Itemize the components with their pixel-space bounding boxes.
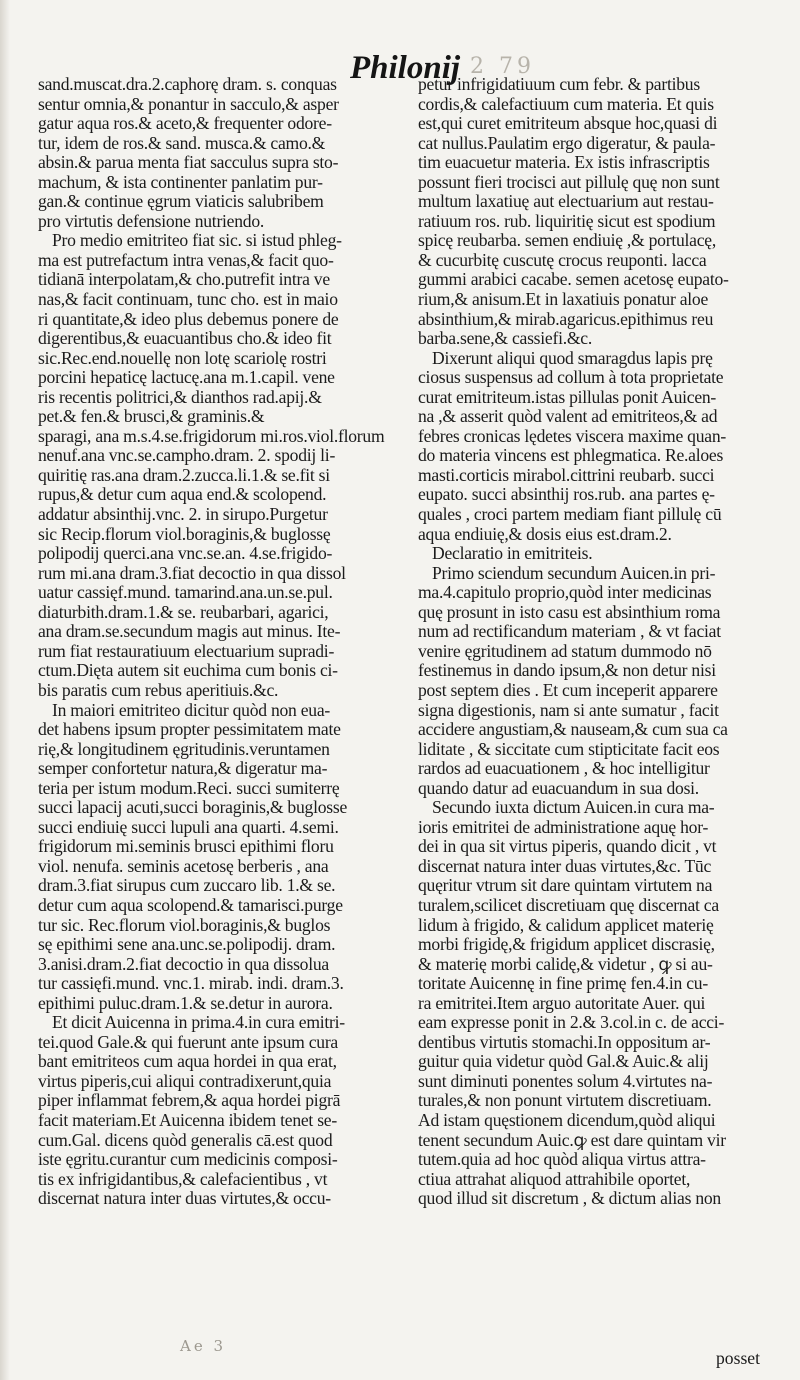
text-line: curat emitriteum.istas pillulas ponit Auicen-: [418, 387, 717, 407]
text-line: ioris emitritei de administratione aquę hor-: [418, 817, 709, 837]
text-line: morbi frigidę,& frigidum applicet discrasię,: [418, 935, 715, 955]
text-line: discernat natura inter duas virtutes,& occu-: [38, 1189, 331, 1209]
text-line: det habens ipsum propter pessimitatem mate: [38, 720, 341, 740]
text-line: & materię morbi calidę,& videtur , ꝙ si au-: [418, 954, 713, 974]
text-line: ra emitritei.Item arguo autoritate Auer. qui: [418, 993, 706, 1013]
text-line: piper inflammat febrem,& aqua hordei pigrā: [38, 1091, 341, 1111]
text-line: Et dicit Auicenna in prima.4.in cura emitri-: [52, 1013, 345, 1033]
text-line: petur infrigidatiuum cum febr. & partibus: [418, 75, 700, 94]
text-line: nas,& facit continuam, tunc cho. est in maio: [38, 290, 338, 310]
text-line: digerentibus,& euacuantibus cho.& ideo fit: [38, 329, 332, 349]
text-line: tim euacuetur materia. Ex istis infrascriptis: [418, 153, 710, 173]
text-line: polipodij querci.ana vnc.se.an. 4.se.frigido-: [38, 544, 333, 564]
faint-page-mark: 2 79: [470, 54, 535, 79]
text-line: succi endiuię succi lupuli ana quarti. 4.semi.: [38, 817, 339, 837]
text-line: 3.anisi.dram.2.fiat decoctio in qua dissolua: [38, 954, 329, 974]
text-line: rupus,& detur cum aqua end.& scolopend.: [38, 485, 327, 505]
text-line: do materia vincens est phlegmatica. Re.aloes: [418, 446, 724, 466]
text-line: ana dram.se.secundum magis aut minus. Ite-: [38, 622, 341, 642]
text-line: & cucurbitę cuscutę crocus reuponti. lacca: [418, 250, 707, 270]
text-line: cat nullus.Paulatim ergo digeratur, & paula-: [418, 133, 716, 153]
text-line: eupato. succi absinthij ros.rub. ana partes ę-: [418, 485, 715, 505]
text-line: diaturbith.dram.1.& se. reubarbari, agarici,: [38, 602, 329, 622]
text-line: quiritię ras.ana dram.2.zucca.li.1.& se.fit si: [38, 465, 330, 485]
text-line: Primo sciendum secundum Auicen.in pri-: [432, 563, 716, 583]
text-line: sic.Rec.end.nouellę non lotę scariolę rostri: [38, 348, 327, 368]
text-line: rum fiat restauratiuum electuarium supradi-: [38, 641, 335, 661]
text-line: ratiuum ros. rub. liquiritię sicut est spodium: [418, 211, 716, 231]
text-line: pet.& fen.& brusci,& graminis.&: [38, 407, 265, 427]
text-line: num ad rectificandum materiam , & vt faciat: [418, 622, 721, 642]
text-line: Dixerunt aliqui quod smaragdus lapis prę: [432, 348, 713, 368]
text-line: bis paratis cum rebus aperitiuis.&c.: [38, 680, 279, 700]
text-line: dei in qua sit virtus piperis, quando dicit , vt: [418, 837, 717, 857]
text-line: gatur aqua ros.& aceto,& frequenter odore-: [38, 114, 332, 134]
text-line: Secundo iuxta dictum Auicen.in cura ma-: [432, 798, 715, 818]
text-line: gummi arabici cacabe. semen acetosę eupato-: [418, 270, 729, 290]
text-line: festinemus in dando ipsum,& non detur nisi: [418, 661, 716, 681]
text-line: semper confortetur natura,& digeratur ma-: [38, 759, 328, 779]
text-line: sic Recip.florum viol.boraginis,& buglossę: [38, 524, 331, 544]
text-line: teria per istum modum.Reci. succi sumiterrę: [38, 778, 340, 798]
text-line: quę prosunt in isto casu est absinthium roma: [418, 602, 721, 622]
text-line: eam expresse ponit in 2.& 3.col.in c. de acci-: [418, 1013, 725, 1033]
text-line: sunt diminuti ponentes solum 4.virtutes na-: [418, 1071, 713, 1091]
page-edge-shadow: [0, 0, 10, 1380]
text-line: sę epithimi sene ana.unc.se.polipodij. dram.: [38, 935, 336, 955]
text-line: rium,& anisum.Et in laxatiuis ponatur aloe: [418, 290, 709, 310]
text-line: rardos ad euacuationem , & hoc intelligitur: [418, 759, 710, 779]
text-line: tur cassięfi.mund. vnc.1. mirab. indi. dram.3.: [38, 974, 344, 994]
text-line: spicę reubarba. semen endiuię ,& portulacę,: [418, 231, 716, 251]
left-text-column: [38, 75, 398, 1209]
text-line: absin.& parua menta fiat sacculus supra sto-: [38, 153, 339, 173]
text-line: na ,& asserit quòd valent ad emitriteos,& ad: [418, 407, 718, 427]
text-line: guitur quia videtur quòd Gal.& Auic.& alij: [418, 1052, 709, 1072]
text-line: sentur omnia,& ponantur in sacculo,& asper: [38, 94, 339, 114]
text-line: tur, idem de ros.& sand. musca.& camo.&: [38, 133, 326, 153]
text-line: ris recentis politrici,& dianthos rad.apij.&: [38, 387, 322, 407]
text-line: febres cronicas lędetes viscera maxime quan-: [418, 426, 726, 446]
text-line: signa digestionis, nam si ante sumatur , facit: [418, 700, 719, 720]
text-line: aqua endiuię,& dosis eius est.dram.2.: [418, 524, 672, 544]
text-line: ctiua attrahat aliquod attrahibile oportet,: [418, 1169, 691, 1189]
text-line: absinthium,& mirab.agaricus.epithimus reu: [418, 309, 714, 329]
text-line: frigidorum mi.seminis brusci epithimi floru: [38, 837, 334, 857]
text-line: addatur absinthij.vnc. 2. in sirupo.Purgetur: [38, 505, 328, 525]
right-text-column: [418, 75, 768, 1209]
text-line: epithimi puluc.dram.1.& se.detur in aurora.: [38, 993, 333, 1013]
text-line: tutem.quia ad hoc quòd aliqua virtus attra-: [418, 1150, 706, 1170]
text-line: accidere angustiam,& nauseam,& cum sua ca: [418, 720, 728, 740]
text-line: succi lapacij acuti,succi boraginis,& buglosse: [38, 798, 348, 818]
text-line: iste ęgritu.curantur cum medicinis composi-: [38, 1150, 338, 1170]
text-line: Ad istam quęstionem dicendum,quòd aliqui: [418, 1110, 716, 1130]
text-line: Pro medio emitriteo fiat sic. si istud phleg-: [52, 231, 342, 251]
text-line: dram.3.fiat sirupus cum zuccaro lib. 1.& se.: [38, 876, 336, 896]
text-line: tidianā interpolatam,& cho.putrefit intra ve: [38, 270, 330, 290]
text-line: detur cum aqua scolopend.& tamarisci.purge: [38, 895, 343, 915]
text-line: multum laxatiuę aut electuarium aut restau-: [418, 192, 714, 212]
text-line: turalem,scilicet discretiuam quę discernat ca: [418, 895, 719, 915]
text-line: Declaratio in emitriteis.: [432, 544, 593, 564]
text-line: machum, & ista continenter panlatim pur-: [38, 172, 323, 192]
text-line: pro virtutis defensione nutriendo.: [38, 211, 265, 231]
text-line: viol. nenufa. seminis acetosę berberis , ana: [38, 856, 329, 876]
text-line: quęritur vtrum sit dare quintam virtutem na: [418, 876, 713, 896]
text-line: ma.4.capitulo proprio,quòd inter medicinas: [418, 583, 712, 603]
text-line: sand.muscat.dra.2.caphorę dram. s. conquas: [38, 75, 337, 94]
text-line: quod illud sit discretum , & dictum alias non: [418, 1189, 721, 1209]
text-line: cum.Gal. dicens quòd generalis cā.est quod: [38, 1130, 333, 1150]
text-line: facit materiam.Et Auicenna ibidem tenet se-: [38, 1110, 337, 1130]
text-line: ciosus suspensus ad collum à tota proprietate: [418, 368, 724, 388]
text-line: quales , croci partem mediam fiant pillulę cū: [418, 505, 722, 525]
text-line: tis ex infrigidantibus,& calefacientibus , vt: [38, 1169, 328, 1189]
text-line: lidum à frigido, & calidum applicet materię: [418, 915, 714, 935]
text-line: rum mi.ana dram.3.fiat decoctio in qua dissol: [38, 563, 346, 583]
text-line: rię,& longitudinem ęgritudinis.veruntamen: [38, 739, 330, 759]
text-line: virtus piperis,cui aliqui contradixerunt,quia: [38, 1071, 332, 1091]
text-line: sparagi, ana m.s.4.se.frigidorum mi.ros.viol.florum: [38, 426, 385, 446]
text-line: barba.sene,& cassiefi.&c.: [418, 329, 593, 349]
text-line: est,qui curet emitriteum absque hoc,quasi di: [418, 114, 718, 134]
catchword: posset: [716, 1348, 760, 1368]
text-line: toritate Auicennę in fine primę fen.4.in cu-: [418, 974, 708, 994]
text-line: nenuf.ana vnc.se.campho.dram. 2. spodij li-: [38, 446, 336, 466]
text-line: ma est putrefactum intra venas,& facit quo-: [38, 250, 334, 270]
text-line: tur sic. Rec.florum viol.boraginis,& buglos: [38, 915, 331, 935]
text-line: tenent secundum Auic.ꝙ est dare quintam vir: [418, 1130, 726, 1150]
text-line: gan.& continue ęgrum viaticis salubribem: [38, 192, 324, 212]
text-line: discernat natura inter duas virtutes,&c. Tūc: [418, 856, 712, 876]
text-line: liditate , & siccitate cum stipticitate facit eos: [418, 739, 720, 759]
text-line: masti.corticis mirabol.cittrini reubarb. succi: [418, 465, 715, 485]
text-line: turales,& non ponunt virtutem discretiuam.: [418, 1091, 712, 1111]
faint-signature-mark: Ae 3: [180, 1337, 227, 1355]
text-line: ri quantitate,& ideo plus debemus ponere de: [38, 309, 339, 329]
text-line: possunt fieri trocisci aut pillulę quę non sunt: [418, 172, 720, 192]
text-line: venire ęgritudinem ad statum dummodo nō: [418, 641, 712, 661]
text-line: In maiori emitriteo dicitur quòd non eua-: [52, 700, 331, 720]
text-line: porcini hepaticę lactucę.ana m.1.capil. vene: [38, 368, 335, 388]
text-line: cordis,& calefactiuum cum materia. Et quis: [418, 94, 714, 114]
text-line: uatur cassięf.mund. tamarind.ana.un.se.pul.: [38, 583, 333, 603]
text-line: post septem dies . Et cum inceperit apparere: [418, 680, 718, 700]
running-title: Philonij: [350, 50, 461, 86]
text-line: tei.quod Gale.& qui fuerunt ante ipsum cura: [38, 1032, 338, 1052]
text-line: ctum.Dięta autem sit euchima cum bonis ci-: [38, 661, 338, 681]
text-line: bant emitriteos cum aqua hordei in qua erat,: [38, 1052, 337, 1072]
text-line: dentibus virtutis stomachi.In oppositum ar-: [418, 1032, 711, 1052]
text-line: quando datur ad euacuandum in sua dosi.: [418, 778, 699, 798]
